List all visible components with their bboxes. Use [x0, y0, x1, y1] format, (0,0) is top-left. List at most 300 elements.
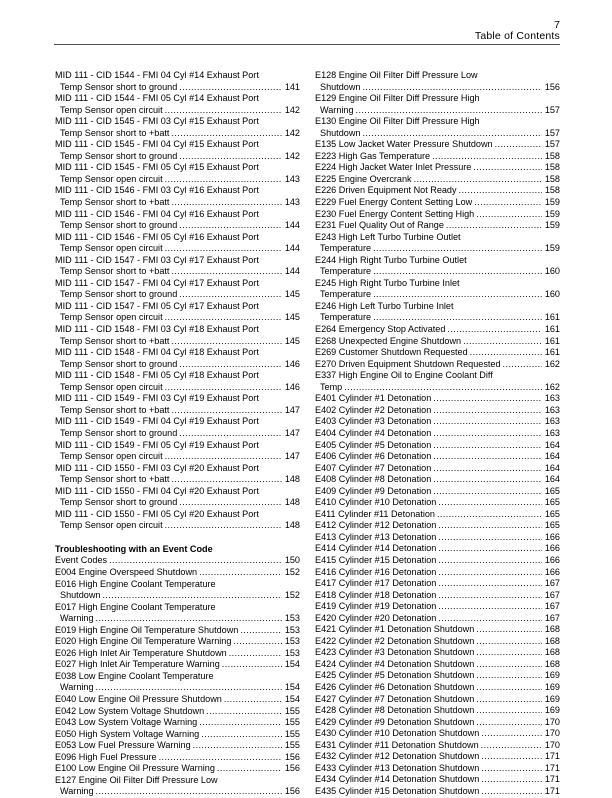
toc-page-number[interactable]: 168: [544, 658, 560, 669]
toc-entry-title-continued: Temp Sensor short to +batt: [60, 404, 170, 415]
dot-leader: [433, 416, 542, 428]
toc-entry[interactable]: [315, 440, 560, 452]
toc-page-number[interactable]: 158: [544, 162, 560, 173]
toc-entry[interactable]: [315, 520, 560, 532]
toc-entry-title: MID 111 - CID 1548 - FMI 03 Cyl #18 Exhaust Port: [55, 324, 259, 335]
toc-entry[interactable]: [315, 428, 560, 440]
dot-leader: [476, 636, 542, 648]
toc-entry-title: MID 111 - CID 1547 - FMI 04 Cyl #17 Exhaust Port: [55, 277, 259, 288]
dot-leader: [224, 694, 282, 706]
dot-leader: [171, 336, 281, 348]
toc-entry-title: E428 Cylinder #8 Detonation Shutdown: [315, 705, 475, 716]
dot-leader: [362, 82, 541, 94]
toc-entry-title: E268 Unexpected Engine Shutdown: [315, 335, 462, 346]
toc-entry-title-continued: Temperature: [320, 266, 372, 277]
toc-entry-title: E417 Cylinder #17 Detonation: [315, 578, 437, 589]
dot-leader: [165, 451, 282, 463]
toc-page-number[interactable]: 156: [284, 786, 300, 797]
toc-entry[interactable]: [315, 647, 560, 659]
toc-entry-title-continued: Temp Sensor short to ground: [60, 289, 178, 300]
toc-page-number[interactable]: 142: [284, 104, 300, 115]
toc-entry[interactable]: [315, 555, 560, 567]
toc-entry[interactable]: [55, 752, 300, 764]
toc-entry-title: E435 Cylinder #15 Detonation Shutdown: [315, 785, 480, 796]
dot-leader: [473, 162, 541, 174]
toc-entry-title: E243 High Left Turbo Turbine Outlet: [315, 231, 461, 242]
toc-entry[interactable]: [55, 740, 300, 752]
toc-entry-title: E230 Fuel Energy Content Setting High: [315, 208, 475, 219]
toc-entry-title: E096 High Fuel Pressure: [55, 751, 157, 762]
toc-page-number[interactable]: 171: [544, 751, 560, 762]
toc-entry[interactable]: [55, 278, 300, 301]
toc-entry[interactable]: [55, 393, 300, 416]
toc-page-number[interactable]: 163: [544, 416, 560, 427]
toc-entry-title: E434 Cylinder #14 Detonation Shutdown: [315, 774, 480, 785]
toc-entry[interactable]: [315, 624, 560, 636]
toc-entry[interactable]: [55, 555, 300, 567]
toc-page-number[interactable]: 142: [284, 127, 300, 138]
toc-page-number[interactable]: 162: [544, 358, 560, 369]
toc-entry-title: E422 Cylinder #2 Detonation Shutdown: [315, 635, 475, 646]
toc-entry-title-continued: Temp Sensor short to ground: [60, 427, 178, 438]
toc-entry[interactable]: [55, 185, 300, 208]
toc-entry[interactable]: [55, 567, 300, 579]
toc-entry-title: E053 Low Fuel Pressure Warning: [55, 740, 191, 751]
toc-entry[interactable]: [315, 324, 560, 336]
dot-leader: [373, 312, 542, 324]
toc-page-number[interactable]: 171: [544, 785, 560, 796]
dot-leader: [193, 740, 282, 752]
dot-leader: [438, 520, 541, 532]
toc-entry-title: MID 111 - CID 1546 - FMI 03 Cyl #16 Exhaust Port: [55, 185, 259, 196]
toc-page-number[interactable]: 164: [544, 474, 560, 485]
toc-entry-title-continued: Temp Sensor short to +batt: [60, 335, 170, 346]
toc-page-number[interactable]: 161: [544, 312, 560, 323]
toc-entry-title-continued: Warning: [60, 613, 94, 624]
toc-entry-title-continued: Temp Sensor short to ground: [60, 497, 178, 508]
toc-page-number[interactable]: 147: [284, 427, 300, 438]
dot-leader: [165, 174, 282, 186]
toc-page-number[interactable]: 156: [544, 81, 560, 92]
toc-entry[interactable]: [55, 116, 300, 139]
toc-entry[interactable]: [55, 579, 300, 602]
toc-page-number[interactable]: 170: [544, 716, 560, 727]
toc-entry[interactable]: [55, 440, 300, 463]
toc-entry[interactable]: [315, 93, 560, 116]
toc-page-number[interactable]: 169: [544, 681, 560, 692]
toc-page-number[interactable]: 155: [284, 717, 300, 728]
toc-entry[interactable]: [315, 255, 560, 278]
dot-leader: [199, 717, 282, 729]
toc-page-number[interactable]: 155: [284, 740, 300, 751]
toc-entry[interactable]: [315, 486, 560, 498]
toc-page-number[interactable]: 157: [544, 104, 560, 115]
toc-page-number[interactable]: 153: [284, 647, 300, 658]
toc-page-number[interactable]: 142: [284, 150, 300, 161]
toc-entry-title: E426 Cylinder #6 Detonation Shutdown: [315, 681, 475, 692]
toc-entry[interactable]: [315, 543, 560, 555]
toc-entry-title: E408 Cylinder #8 Detonation: [315, 474, 432, 485]
toc-page-number[interactable]: 144: [284, 220, 300, 231]
toc-page-number[interactable]: 159: [544, 243, 560, 254]
toc-page-number[interactable]: 167: [544, 578, 560, 589]
toc-entry[interactable]: [315, 370, 560, 393]
dot-leader: [96, 613, 282, 625]
toc-entry-title: E264 Emergency Stop Activated: [315, 324, 446, 335]
toc-entry-title-continued: Warning: [60, 682, 94, 693]
toc-page-number[interactable]: 145: [284, 312, 300, 323]
toc-entry[interactable]: [315, 347, 560, 359]
toc-page-number[interactable]: 165: [544, 497, 560, 508]
dot-leader: [171, 197, 281, 209]
toc-page-number[interactable]: 158: [544, 173, 560, 184]
toc-page-number[interactable]: 164: [544, 439, 560, 450]
dot-leader: [433, 428, 542, 440]
dot-leader: [179, 428, 282, 440]
toc-page-number[interactable]: 156: [284, 751, 300, 762]
toc-page-number[interactable]: 154: [284, 659, 300, 670]
toc-entry[interactable]: [55, 625, 300, 637]
toc-page-number[interactable]: 160: [544, 289, 560, 300]
toc-entry[interactable]: [315, 405, 560, 417]
dot-leader: [438, 543, 541, 555]
toc-page-number[interactable]: 156: [284, 763, 300, 774]
toc-page-number[interactable]: 152: [284, 566, 300, 577]
toc-entry-title: E425 Cylinder #5 Detonation Shutdown: [315, 670, 475, 681]
dot-leader: [201, 729, 282, 741]
toc-entry[interactable]: [315, 567, 560, 579]
toc-page-number[interactable]: 144: [284, 266, 300, 277]
toc-entry[interactable]: [315, 393, 560, 405]
toc-page-number[interactable]: 141: [284, 81, 300, 92]
toc-page-number[interactable]: 158: [544, 185, 560, 196]
toc-entry-title: E129 Engine Oil Filter Diff Pressure High: [315, 93, 480, 104]
toc-entry-title: MID 111 - CID 1545 - FMI 03 Cyl #15 Exhaust Port: [55, 116, 259, 127]
toc-page-number[interactable]: 155: [284, 728, 300, 739]
toc-entry-title: E130 Engine Oil Filter Diff Pressure High: [315, 116, 480, 127]
toc-entry[interactable]: [55, 671, 300, 694]
toc-page-number[interactable]: 171: [544, 774, 560, 785]
toc-page-number[interactable]: 147: [284, 451, 300, 462]
toc-page-number[interactable]: 167: [544, 612, 560, 623]
toc-entry-title: E409 Cylinder #9 Detonation: [315, 485, 432, 496]
toc-entry[interactable]: [55, 209, 300, 232]
toc-entry-title-continued: Temp Sensor open circuit: [60, 451, 163, 462]
toc-entry[interactable]: [315, 116, 560, 139]
toc-entry[interactable]: [55, 694, 300, 706]
toc-entry-title: E223 High Gas Temperature: [315, 150, 431, 161]
dot-leader: [433, 463, 542, 475]
dot-leader: [165, 312, 282, 324]
dot-leader: [109, 555, 282, 567]
dot-leader: [476, 209, 542, 221]
toc-entry[interactable]: [315, 613, 560, 625]
toc-page-number[interactable]: 159: [544, 197, 560, 208]
toc-entry-title: E017 High Engine Coolant Temperature: [55, 601, 216, 612]
toc-page-number[interactable]: 158: [544, 150, 560, 161]
dot-leader: [373, 266, 542, 278]
toc-page-number[interactable]: 169: [544, 705, 560, 716]
dot-leader: [438, 613, 541, 625]
toc-page-number[interactable]: 153: [284, 636, 300, 647]
dot-leader: [179, 289, 282, 301]
toc-page-number[interactable]: 157: [544, 139, 560, 150]
toc-entry[interactable]: [315, 774, 560, 786]
toc-entry-title-continued: Temperature: [320, 289, 372, 300]
toc-entry[interactable]: [55, 486, 300, 509]
toc-entry-title: E405 Cylinder #5 Detonation: [315, 439, 432, 450]
toc-entry-title-continued: Temperature: [320, 243, 372, 254]
toc-page-number[interactable]: 165: [544, 508, 560, 519]
toc-page-number[interactable]: 159: [544, 208, 560, 219]
toc-entry-title: E050 High System Voltage Warning: [55, 728, 200, 739]
toc-entry[interactable]: [315, 670, 560, 682]
toc-entry-title: E429 Cylinder #9 Detonation Shutdown: [315, 716, 475, 727]
toc-page-number[interactable]: 166: [544, 554, 560, 565]
toc-entry[interactable]: [55, 93, 300, 116]
toc-page-number[interactable]: 165: [544, 520, 560, 531]
toc-entry[interactable]: [315, 728, 560, 740]
toc-entry[interactable]: [55, 602, 300, 625]
dot-leader: [165, 243, 282, 255]
toc-entry[interactable]: [315, 301, 560, 324]
toc-entry[interactable]: [55, 324, 300, 347]
dot-leader: [362, 128, 541, 140]
toc-entry-title-continued: Temp Sensor short to +batt: [60, 197, 170, 208]
toc-entry[interactable]: [315, 682, 560, 694]
toc-entry[interactable]: [315, 278, 560, 301]
toc-entry[interactable]: [315, 416, 560, 428]
dot-leader: [438, 532, 541, 544]
toc-entry-title-continued: Temp Sensor short to ground: [60, 81, 178, 92]
toc-page-number[interactable]: 161: [544, 324, 560, 335]
toc-entry[interactable]: [315, 220, 560, 232]
toc-entry-title-continued: Temperature: [320, 312, 372, 323]
toc-page-number[interactable]: 154: [284, 682, 300, 693]
toc-entry[interactable]: [315, 451, 560, 463]
toc-page-number[interactable]: 170: [544, 728, 560, 739]
toc-entry[interactable]: [55, 347, 300, 370]
dot-leader: [433, 451, 542, 463]
toc-page-number[interactable]: 154: [284, 693, 300, 704]
toc-entry-title-continued: Temp Sensor short to ground: [60, 150, 178, 161]
toc-entry[interactable]: [315, 601, 560, 613]
dot-leader: [481, 740, 542, 752]
toc-entry[interactable]: [55, 416, 300, 439]
toc-entry[interactable]: [55, 255, 300, 278]
dot-leader: [179, 220, 282, 232]
toc-entry[interactable]: [55, 706, 300, 718]
toc-page-number[interactable]: 148: [284, 497, 300, 508]
toc-entry[interactable]: [55, 717, 300, 729]
toc-page-number[interactable]: 153: [284, 613, 300, 624]
toc-entry-title: E414 Cylinder #14 Detonation: [315, 543, 437, 554]
toc-entry[interactable]: [315, 751, 560, 763]
toc-entry[interactable]: [55, 162, 300, 185]
dot-leader: [503, 359, 542, 371]
toc-entry[interactable]: [315, 509, 560, 521]
toc-entry-title-continued: Temp Sensor short to ground: [60, 358, 178, 369]
toc-page-number[interactable]: 166: [544, 566, 560, 577]
toc-page-number[interactable]: 145: [284, 289, 300, 300]
toc-entry[interactable]: [315, 162, 560, 174]
dot-leader: [433, 474, 542, 486]
toc-entry-title: E421 Cylinder #1 Detonation Shutdown: [315, 624, 475, 635]
toc-page-number[interactable]: 168: [544, 624, 560, 635]
toc-entry[interactable]: [315, 532, 560, 544]
toc-entry-title: E427 Cylinder #7 Detonation Shutdown: [315, 693, 475, 704]
toc-page-number[interactable]: 164: [544, 462, 560, 473]
toc-entry-title: E269 Customer Shutdown Requested: [315, 347, 468, 358]
dot-leader: [437, 509, 542, 521]
toc-page-number[interactable]: 166: [544, 543, 560, 554]
toc-entry[interactable]: [315, 209, 560, 221]
dot-leader: [476, 659, 542, 671]
dot-leader: [433, 486, 542, 498]
toc-entry[interactable]: [315, 740, 560, 752]
toc-page-number[interactable]: 170: [544, 739, 560, 750]
toc-page-number[interactable]: 148: [284, 520, 300, 531]
toc-entry-title: MID 111 - CID 1544 - FMI 04 Cyl #14 Exhaust Port: [55, 70, 259, 80]
toc-entry-title: E224 High Jacket Water Inlet Pressure: [315, 162, 472, 173]
toc-page-number[interactable]: 162: [544, 381, 560, 392]
toc-entry[interactable]: [315, 578, 560, 590]
toc-entry[interactable]: [55, 70, 300, 93]
toc-page-number[interactable]: 157: [544, 127, 560, 138]
toc-page-number[interactable]: 160: [544, 266, 560, 277]
toc-entry-title: E337 High Engine Oil to Engine Coolant Diff: [315, 370, 493, 381]
toc-entry[interactable]: [55, 729, 300, 741]
toc-entry[interactable]: [55, 232, 300, 255]
toc-entry[interactable]: [315, 636, 560, 648]
toc-entry[interactable]: [315, 763, 560, 775]
dot-leader: [171, 474, 281, 486]
toc-page-number[interactable]: 152: [284, 590, 300, 601]
toc-entry-title-continued: Temp Sensor open circuit: [60, 104, 163, 115]
dot-leader: [446, 220, 542, 232]
dot-leader: [438, 590, 541, 602]
toc-entry-title: E432 Cylinder #12 Detonation Shutdown: [315, 751, 480, 762]
toc-page-number[interactable]: 165: [544, 485, 560, 496]
toc-page-number[interactable]: 161: [544, 347, 560, 358]
toc-page-number[interactable]: 167: [544, 589, 560, 600]
toc-entry[interactable]: [315, 151, 560, 163]
toc-entry[interactable]: [315, 185, 560, 197]
toc-page-number[interactable]: 169: [544, 670, 560, 681]
toc-left-column: [55, 70, 300, 798]
toc-page-number[interactable]: 150: [284, 555, 300, 566]
toc-entry-title-continued: Temp Sensor short to +batt: [60, 474, 170, 485]
toc-entry[interactable]: [315, 497, 560, 509]
toc-page-number[interactable]: 163: [544, 393, 560, 404]
toc-entry[interactable]: [315, 174, 560, 186]
toc-entry[interactable]: [315, 705, 560, 717]
toc-entry[interactable]: [315, 232, 560, 255]
toc-page-number[interactable]: 169: [544, 693, 560, 704]
toc-entry[interactable]: [55, 636, 300, 648]
toc-page-number[interactable]: 147: [284, 404, 300, 415]
dot-leader: [159, 752, 282, 764]
toc-entry[interactable]: [55, 463, 300, 486]
toc-page-number[interactable]: 168: [544, 635, 560, 646]
toc-entry[interactable]: [55, 301, 300, 324]
toc-page-number[interactable]: 168: [544, 647, 560, 658]
toc-page-number[interactable]: 161: [544, 335, 560, 346]
toc-entry-title: MID 111 - CID 1547 - FMI 03 Cyl #17 Exhaust Port: [55, 254, 259, 265]
toc-page-number[interactable]: 167: [544, 601, 560, 612]
toc-page-number[interactable]: 166: [544, 531, 560, 542]
toc-entry[interactable]: [55, 659, 300, 671]
toc-entry[interactable]: [315, 70, 560, 93]
toc-entry[interactable]: [55, 139, 300, 162]
dot-leader: [373, 289, 542, 301]
dot-leader: [476, 624, 542, 636]
dot-leader: [414, 174, 542, 186]
dot-leader: [476, 647, 542, 659]
toc-page-number[interactable]: 146: [284, 358, 300, 369]
toc-page-number[interactable]: 163: [544, 427, 560, 438]
toc-page-number[interactable]: 153: [284, 624, 300, 635]
toc-entry-title: E004 Engine Overspeed Shutdown: [55, 566, 198, 577]
toc-page-number[interactable]: 164: [544, 451, 560, 462]
toc-entry[interactable]: [315, 694, 560, 706]
dot-leader: [233, 636, 281, 648]
toc-entry[interactable]: [55, 370, 300, 393]
toc-entry[interactable]: [55, 648, 300, 660]
toc-entry-title-continued: Warning: [60, 786, 94, 797]
toc-entry[interactable]: [315, 197, 560, 209]
toc-page-number[interactable]: 145: [284, 335, 300, 346]
toc-page-number[interactable]: 159: [544, 220, 560, 231]
toc-entry[interactable]: [315, 717, 560, 729]
toc-entry-title: E026 High Inlet Air Temperature Shutdown: [55, 647, 227, 658]
toc-entry-title: Event Codes: [55, 555, 108, 566]
toc-entry-title: E401 Cylinder #1 Detonation: [315, 393, 432, 404]
toc-entry[interactable]: [55, 775, 300, 798]
toc-page-number[interactable]: 171: [544, 762, 560, 773]
toc-entry-title-continued: Temp Sensor short to +batt: [60, 266, 170, 277]
toc-page-number[interactable]: 144: [284, 243, 300, 254]
toc-entry-title: E040 Low Engine Oil Pressure Shutdown: [55, 693, 222, 704]
dot-leader: [447, 324, 541, 336]
dot-leader: [165, 520, 282, 532]
toc-entry[interactable]: [55, 509, 300, 532]
toc-entry[interactable]: [315, 590, 560, 602]
toc-entry-title: E019 High Engine Oil Temperature Shutdown: [55, 624, 239, 635]
dot-leader: [463, 336, 542, 348]
toc-page-number[interactable]: 148: [284, 474, 300, 485]
toc-entry-title: MID 111 - CID 1550 - FMI 03 Cyl #20 Exhaust Port: [55, 462, 259, 473]
toc-entry[interactable]: [315, 463, 560, 475]
toc-entry[interactable]: [55, 763, 300, 775]
toc-entry[interactable]: [315, 474, 560, 486]
toc-page-number[interactable]: 155: [284, 705, 300, 716]
toc-page-number[interactable]: 143: [284, 173, 300, 184]
toc-entry[interactable]: [315, 659, 560, 671]
toc-entry[interactable]: [315, 359, 560, 371]
toc-entry-title: E412 Cylinder #12 Detonation: [315, 520, 437, 531]
toc-entry-title: E226 Driven Equipment Not Ready: [315, 185, 457, 196]
toc-page-number[interactable]: 146: [284, 381, 300, 392]
toc-entry-title: MID 111 - CID 1550 - FMI 05 Cyl #20 Exhaust Port: [55, 508, 259, 519]
toc-entry[interactable]: [315, 139, 560, 151]
toc-page-number[interactable]: 143: [284, 197, 300, 208]
dot-leader: [476, 682, 542, 694]
toc-entry-title: E100 Low Engine Oil Pressure Warning: [55, 763, 215, 774]
toc-entry[interactable]: [315, 336, 560, 348]
toc-page-number[interactable]: 163: [544, 404, 560, 415]
toc-entry-title: E411 Cylinder #11 Detonation: [315, 508, 435, 519]
